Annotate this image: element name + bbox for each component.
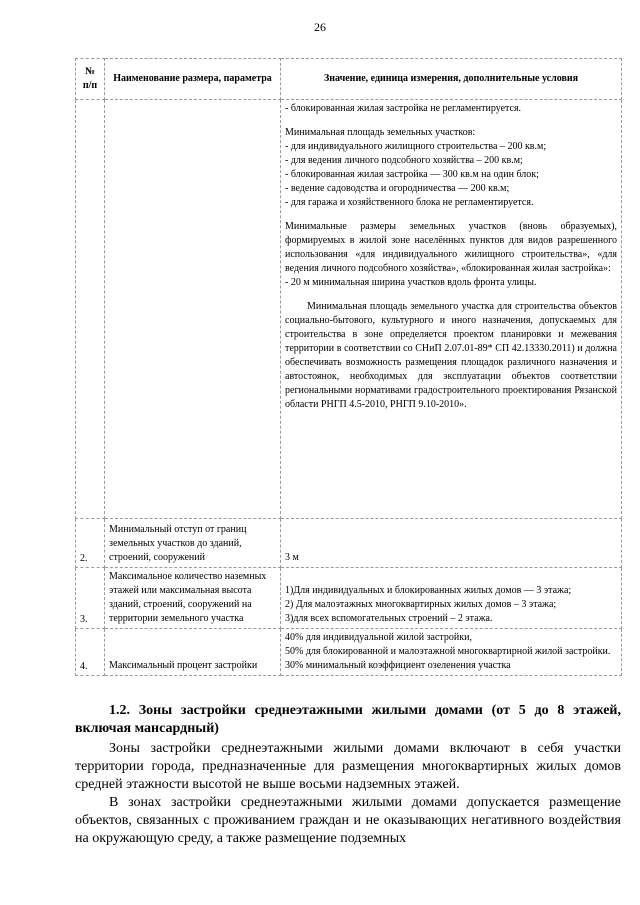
section-paragraph-1: Зоны застройки среднеэтажными жилыми домами включают в себя участки территории города, предназначенные для размещения многоквартирных жилых домов средней этажности высотой не выше восьми надземных этажей.	[75, 741, 621, 792]
row1-paragraph: Минимальные размеры земельных участков (вновь образуемых), формируемых в жилой зоне населённых пунктов для видов разрешенного использования «для индивидуального жилищного строительства», «для ведения личного подсобного хозяйства», «блокированная жилая застройка»:	[285, 221, 617, 274]
row1-line: - для гаража и хозяйственного блока не регламентируется.	[285, 197, 534, 208]
row1-line: Минимальная площадь земельных участков:	[285, 127, 476, 138]
row1-line: - для индивидуального жилищного строительства – 200 кв.м;	[285, 141, 547, 152]
row1-line: - для ведения личного подсобного хозяйства – 200 кв.м;	[285, 155, 523, 166]
table-row-2	[76, 519, 622, 568]
row1-line: - блокированная жилая застройка не регламентируется.	[285, 103, 522, 114]
row4-name: Максимальный процент застройки	[105, 629, 281, 676]
page-number: 26	[314, 20, 326, 34]
row4-num: 4.	[76, 629, 105, 676]
row2-name: Минимальный отступ от границ земельных участков до зданий, строений, сооружений	[105, 519, 281, 568]
row4-value	[281, 629, 622, 676]
row3-value	[281, 568, 622, 629]
row4-line: 50% для блокированной и малоэтажной многоквартирной жилой застройки.	[285, 646, 611, 657]
row1-num	[76, 100, 105, 519]
row1-paragraph: Минимальная площадь земельного участка для строительства объектов социально-бытового, культурного и иного назначения, допускаемых для строительства в зоне определяется проектом планировки и межевания территории в соответствии со СНиП 2.07.01-89* СП 42.13330.2011) и должна обеспечивать возможность размещения площадок различного назначения и автостоянок, необходимых для эксплуатации объектов соответствии региональными нормативами градостроительного проектирования Рязанской области РНГП 4.5-2010, РНГП 9.10-2010».	[285, 301, 617, 410]
row1-name	[105, 100, 281, 519]
table-header-row	[76, 59, 622, 100]
row3-line: 3)для всех вспомогательных строений – 2 этажа.	[285, 613, 493, 624]
table-row-1	[76, 100, 622, 519]
row1-line: - 20 м минимальная ширина участков вдоль фронта улицы.	[285, 277, 537, 288]
row1-line: - блокированная жилая застройка — 300 кв.м на один блок;	[285, 169, 539, 180]
header-name: Наименование размера, параметра	[105, 59, 281, 100]
row4-line: 30% минимальный коэффициент озеленения участка	[285, 660, 511, 671]
table-row-4	[76, 629, 622, 676]
row3-line: 2) Для малоэтажных многоквартирных жилых домов – 3 этажа;	[285, 599, 557, 610]
row3-num: 3.	[76, 568, 105, 629]
row4-line: 40% для индивидуальной жилой застройки,	[285, 632, 472, 643]
regulation-table	[75, 58, 622, 676]
header-value: Значение, единица измерения, дополнительные условия	[281, 59, 622, 100]
header-num: № п/п	[76, 59, 105, 100]
table-row-3	[76, 568, 622, 629]
row1-line: - ведение садоводства и огородничества — 200 кв.м;	[285, 183, 510, 194]
row2-num: 2.	[76, 519, 105, 568]
row2-value: 3 м	[281, 519, 622, 568]
row1-value	[281, 100, 622, 519]
row3-line: 1)Для индивидуальных и блокированных жилых домов — 3 этажа;	[285, 585, 572, 596]
row3-name: Максимальное количество наземных этажей или максимальная высота зданий, строений, сооружений на территории земельного участка	[105, 568, 281, 629]
section-body	[75, 740, 621, 848]
section-title: 1.2. Зоны застройки среднеэтажными жилыми домами (от 5 до 8 этажей, включая мансардный)	[75, 703, 621, 736]
section-paragraph-2: В зонах застройки среднеэтажными жилыми домами допускается размещение объектов, связанных с проживанием граждан и не оказывающих негативного воздействия на окружающую среду, а также размещение подземных	[75, 795, 621, 846]
